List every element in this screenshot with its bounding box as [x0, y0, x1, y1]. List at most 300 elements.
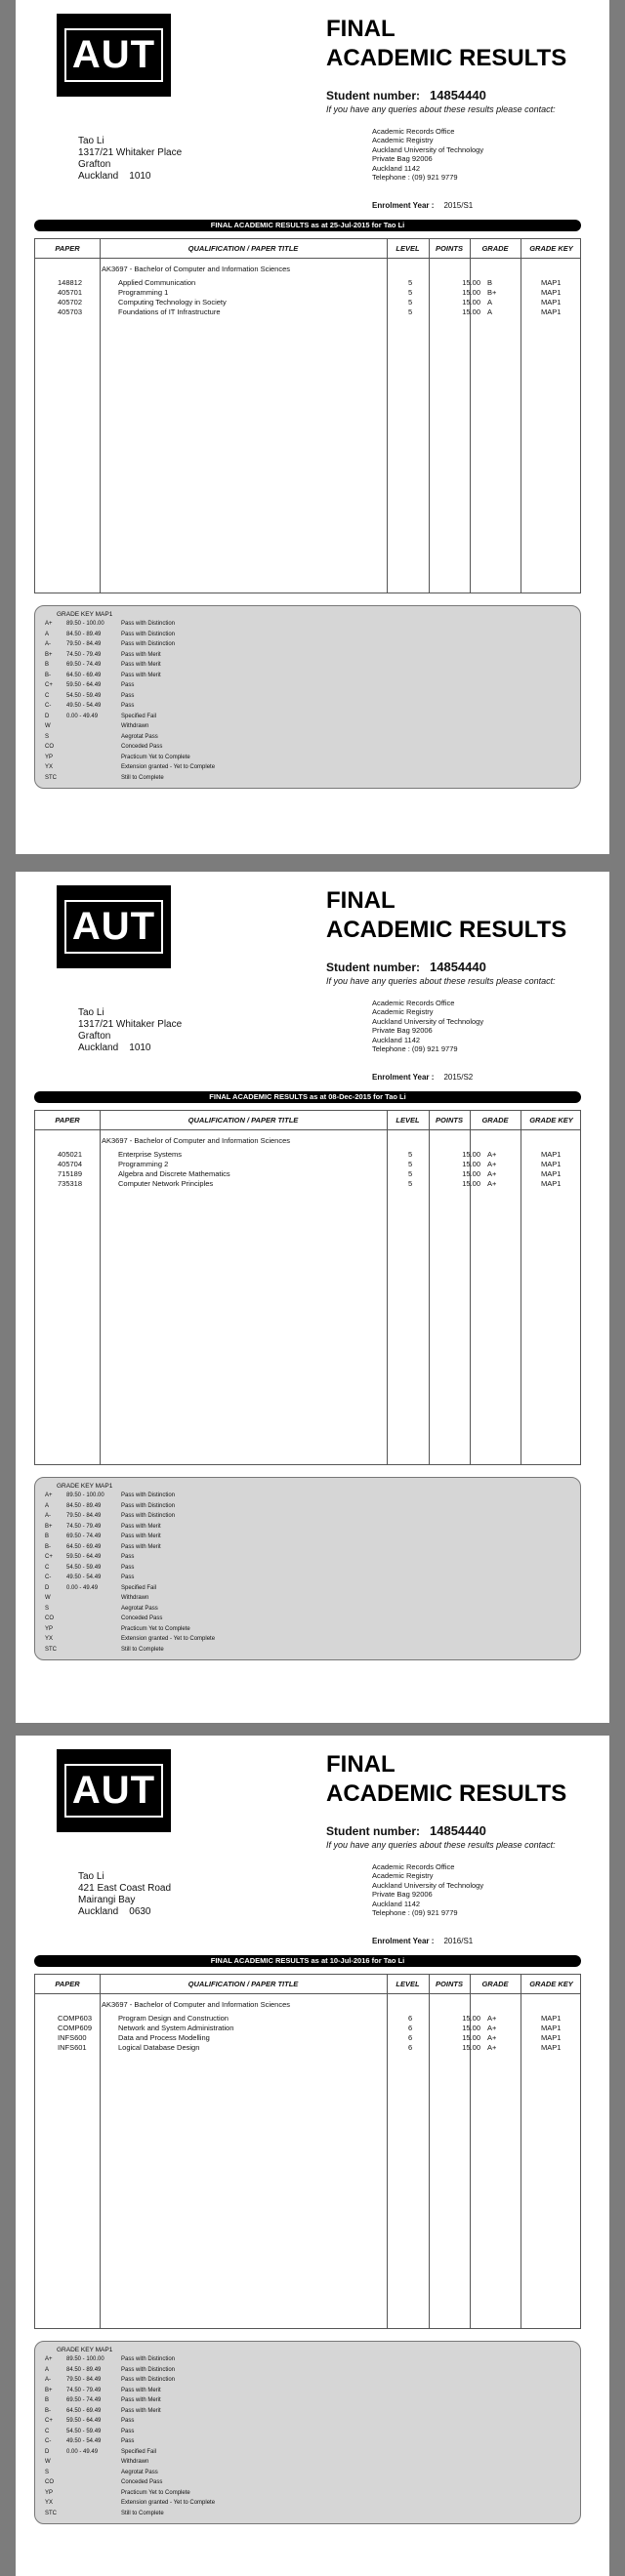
grade-key-description: Pass with Distinction — [121, 1502, 176, 1509]
office-line: Academic Records Office — [372, 999, 455, 1007]
paper-level: 6 — [408, 2014, 413, 2023]
paper-code: COMP603 — [58, 2014, 93, 2023]
paper-level: 5 — [408, 298, 413, 307]
grade-key-range: 49.50 - 54.49 — [66, 1574, 102, 1580]
office-line: Academic Registry — [372, 1871, 434, 1881]
table-row — [35, 1160, 582, 1169]
table-row — [35, 2014, 582, 2024]
paper-code: 735318 — [58, 1179, 83, 1188]
paper-grade: A — [487, 307, 493, 316]
paper-points: 15.00 — [462, 2043, 480, 2052]
office-line: Private Bag 92006 — [372, 154, 433, 164]
paper-title: Programming 1 — [118, 288, 169, 297]
grade-key-grade: A- — [45, 641, 51, 647]
grade-key-grade: A- — [45, 2377, 51, 2383]
enrolment-year: Enrolment Year : 2016/S1 — [372, 1937, 474, 1945]
paper-level: 5 — [408, 1150, 413, 1159]
grade-key-title: GRADE KEY MAP1 — [57, 2347, 113, 2353]
programme-name: AK3697 - Bachelor of Computer and Information Sciences — [102, 265, 291, 273]
results-banner: FINAL ACADEMIC RESULTS as at 25-Jul-2015 for Tao Li — [34, 220, 581, 231]
paper-points: 15.00 — [462, 288, 480, 297]
col-header-qualification: QUALIFICATION / PAPER TITLE — [188, 243, 299, 253]
col-header-grade: GRADE — [481, 243, 509, 253]
paper-grade-key: MAP1 — [541, 2033, 562, 2042]
grade-key-description: Practicum Yet to Complete — [121, 754, 190, 760]
col-header-points: POINTS — [436, 1115, 463, 1124]
grade-key-grade: C+ — [45, 1554, 53, 1560]
table-row — [35, 2043, 582, 2053]
col-header-level: LEVEL — [396, 243, 420, 253]
grade-key-range: 84.50 - 89.49 — [66, 1502, 102, 1509]
grade-key-range: 49.50 - 54.49 — [66, 703, 102, 709]
office-line: Telephone : (09) 921 9779 — [372, 1044, 458, 1054]
paper-level: 6 — [408, 2033, 413, 2042]
records-office-address — [372, 1862, 483, 1917]
grade-key-grade: YX — [45, 2500, 54, 2506]
address-line: 1317/21 Whitaker Place — [78, 1019, 183, 1030]
address-line: Grafton — [78, 1031, 111, 1042]
col-header-grade: GRADE — [481, 1979, 509, 1988]
grade-key-description: Withdrawn — [121, 2459, 149, 2465]
paper-level: 5 — [408, 288, 413, 297]
grade-key-description: Specified Fail — [121, 1584, 157, 1591]
grade-key-grade: C — [45, 1564, 50, 1571]
grade-key-grade: B- — [45, 1543, 51, 1550]
address-line: 421 East Coast Road — [78, 1883, 172, 1894]
table-row — [35, 288, 582, 298]
header-divider — [35, 258, 580, 259]
paper-grade-key: MAP1 — [541, 288, 562, 297]
paper-title: Program Design and Construction — [118, 2014, 229, 2023]
office-line: Auckland University of Technology — [372, 144, 484, 154]
paper-code: COMP609 — [58, 2024, 93, 2032]
grade-key-description: Pass — [121, 2428, 135, 2434]
results-page — [16, 1736, 609, 2576]
grade-key-grade: B- — [45, 2407, 51, 2414]
aut-logo — [57, 1749, 171, 1832]
paper-points: 15.00 — [462, 1150, 480, 1159]
grade-key-grade: B — [45, 1533, 50, 1539]
grade-key-description: Extension granted - Yet to Complete — [121, 1636, 216, 1642]
paper-code: 405021 — [58, 1150, 83, 1159]
address-line: Auckland 1010 — [78, 171, 151, 182]
grade-key-range: 69.50 - 74.49 — [66, 1533, 102, 1539]
grade-key-range: 79.50 - 84.49 — [66, 1513, 102, 1519]
query-text: If you have any queries about these results please contact: — [326, 1840, 556, 1850]
paper-title: Logical Database Design — [118, 2043, 200, 2052]
grade-key-grade: B+ — [45, 2387, 53, 2393]
paper-points: 15.00 — [462, 1169, 480, 1178]
paper-grade: A+ — [487, 1160, 497, 1168]
grade-key-grade: C- — [45, 1574, 52, 1580]
grade-key-description: Still to Complete — [121, 774, 164, 781]
table-row — [35, 1169, 582, 1179]
paper-grade: A+ — [487, 1150, 497, 1159]
paper-points: 15.00 — [462, 278, 480, 287]
paper-code: 405701 — [58, 288, 83, 297]
paper-points: 15.00 — [462, 2014, 480, 2023]
grade-key-description: Pass with Merit — [121, 2407, 161, 2414]
paper-grade: A+ — [487, 2033, 497, 2042]
grade-key-grade: STC — [45, 1646, 57, 1653]
enrolment-year: Enrolment Year : 2015/S1 — [372, 201, 474, 210]
table-row — [35, 1150, 582, 1160]
programme-name: AK3697 - Bachelor of Computer and Information Sciences — [102, 1136, 291, 1145]
paper-level: 6 — [408, 2043, 413, 2052]
address-line: Tao Li — [78, 1007, 104, 1018]
grade-key-description: Pass with Merit — [121, 1543, 161, 1550]
grade-key-range: 89.50 - 100.00 — [66, 621, 104, 627]
grade-key-grade: YP — [45, 754, 54, 760]
paper-grade-key: MAP1 — [541, 1150, 562, 1159]
grade-key-grade: C+ — [45, 2418, 53, 2424]
enrolment-year: Enrolment Year : 2015/S2 — [372, 1073, 474, 1082]
student-number: Student number: 14854440 — [326, 1823, 486, 1838]
office-line: Auckland 1142 — [372, 163, 421, 173]
grade-key-description: Pass with Distinction — [121, 621, 176, 627]
grade-key-range: 54.50 - 59.49 — [66, 1564, 102, 1571]
grade-key-grade: B+ — [45, 651, 53, 658]
grade-key-grade: C- — [45, 703, 52, 709]
grade-key-grade: A — [45, 1502, 50, 1509]
records-office-address — [372, 127, 483, 182]
col-header-level: LEVEL — [396, 1979, 420, 1988]
grade-key-grade: CO — [45, 2479, 54, 2485]
paper-points: 15.00 — [462, 2033, 480, 2042]
student-address — [78, 1007, 182, 1054]
grade-key-description: Pass with Merit — [121, 1523, 161, 1530]
col-header-paper: PAPER — [55, 1115, 80, 1124]
results-table — [34, 1110, 581, 1465]
col-header-points: POINTS — [436, 1979, 463, 1988]
logo-text: AUT — [64, 1764, 163, 1818]
grade-key-range: 0.00 - 49.49 — [66, 2448, 99, 2455]
grade-key-range: 59.50 - 64.49 — [66, 682, 102, 688]
paper-grade-key: MAP1 — [541, 1169, 562, 1178]
logo-text: AUT — [64, 900, 163, 954]
grade-key-description: Pass with Distinction — [121, 2366, 176, 2373]
grade-key-grade: B- — [45, 672, 51, 678]
records-office-address — [372, 999, 483, 1053]
paper-grade: B — [487, 278, 493, 287]
grade-key-grade: YX — [45, 764, 54, 770]
col-header-grade: GRADE — [481, 1115, 509, 1124]
grade-key-description: Withdrawn — [121, 723, 149, 729]
grade-key-range: 84.50 - 89.49 — [66, 631, 102, 637]
office-line: Academic Registry — [372, 1007, 434, 1017]
col-header-level: LEVEL — [396, 1115, 420, 1124]
office-line: Auckland University of Technology — [372, 1880, 484, 1890]
paper-points: 15.00 — [462, 2024, 480, 2032]
paper-level: 5 — [408, 1160, 413, 1168]
grade-key-description: Specified Fail — [121, 2448, 157, 2455]
student-address — [78, 1871, 171, 1918]
grade-key-range: 69.50 - 74.49 — [66, 2397, 102, 2403]
grade-key-description: Pass with Merit — [121, 662, 161, 668]
col-header-qualification: QUALIFICATION / PAPER TITLE — [188, 1979, 299, 1988]
col-header-qualification: QUALIFICATION / PAPER TITLE — [188, 1115, 299, 1124]
paper-points: 15.00 — [462, 1160, 480, 1168]
grade-key-description: Specified Fail — [121, 713, 157, 719]
paper-code: 405702 — [58, 298, 83, 307]
grade-key-grade: B — [45, 2397, 50, 2403]
grade-key-grade: STC — [45, 2510, 57, 2516]
results-page — [16, 872, 609, 1723]
grade-key-description: Pass with Merit — [121, 1533, 161, 1539]
grade-key-range: 74.50 - 79.49 — [66, 651, 102, 658]
grade-key-description: Conceded Pass — [121, 1615, 163, 1621]
paper-grade: A+ — [487, 2024, 497, 2032]
paper-title: Foundations of IT Infrastructure — [118, 307, 221, 316]
col-header-points: POINTS — [436, 243, 463, 253]
student-number: Student number: 14854440 — [326, 960, 486, 974]
grade-key-range: 64.50 - 69.49 — [66, 1543, 102, 1550]
grade-key-description: Pass — [121, 692, 135, 699]
results-banner: FINAL ACADEMIC RESULTS as at 10-Jul-2016 for Tao Li — [34, 1955, 581, 1967]
paper-grade: A — [487, 298, 493, 307]
grade-key-range: 49.50 - 54.49 — [66, 2438, 102, 2444]
grade-key-range: 74.50 - 79.49 — [66, 2387, 102, 2393]
office-line: Telephone : (09) 921 9779 — [372, 1908, 458, 1918]
paper-grade-key: MAP1 — [541, 2014, 562, 2023]
paper-points: 15.00 — [462, 307, 480, 316]
grade-key-grade: YP — [45, 2489, 54, 2496]
paper-title: Computing Technology in Society — [118, 298, 227, 307]
grade-key-range: 54.50 - 59.49 — [66, 2428, 102, 2434]
grade-key-description: Aegrotat Pass — [121, 733, 158, 740]
office-line: Academic Records Office — [372, 1862, 455, 1871]
grade-key-grade: W — [45, 723, 51, 729]
grade-key-range: 69.50 - 74.49 — [66, 662, 102, 668]
grade-key-grade: A — [45, 2366, 50, 2373]
grade-key-description: Pass — [121, 2438, 135, 2444]
aut-logo — [57, 885, 171, 968]
paper-level: 5 — [408, 1169, 413, 1178]
results-table — [34, 1974, 581, 2329]
paper-grade-key: MAP1 — [541, 1179, 562, 1188]
grade-key-range: 0.00 - 49.49 — [66, 713, 99, 719]
paper-code: 405703 — [58, 307, 83, 316]
table-row — [35, 1179, 582, 1189]
table-row — [35, 298, 582, 307]
grade-key-range: 74.50 - 79.49 — [66, 1523, 102, 1530]
grade-key-title: GRADE KEY MAP1 — [57, 1483, 113, 1490]
grade-key-grade: YX — [45, 1636, 54, 1642]
col-header-grade-key: GRADE KEY — [529, 243, 573, 253]
table-row — [35, 307, 582, 317]
header-divider — [35, 1993, 580, 1994]
paper-grade-key: MAP1 — [541, 1160, 562, 1168]
grade-key-description: Pass — [121, 1564, 135, 1571]
office-line: Telephone : (09) 921 9779 — [372, 173, 458, 183]
grade-key-title: GRADE KEY MAP1 — [57, 611, 113, 618]
grade-key-range: 89.50 - 100.00 — [66, 1492, 104, 1498]
grade-key-grade: C — [45, 692, 50, 699]
grade-key-description: Pass — [121, 1574, 135, 1580]
query-text: If you have any queries about these results please contact: — [326, 104, 556, 114]
paper-title: Computer Network Principles — [118, 1179, 214, 1188]
grade-key-grade: S — [45, 2469, 50, 2475]
student-address — [78, 136, 182, 183]
results-page — [16, 0, 609, 854]
grade-key-description: Conceded Pass — [121, 2479, 163, 2485]
programme-name: AK3697 - Bachelor of Computer and Information Sciences — [102, 2000, 291, 2009]
grade-key-range: 64.50 - 69.49 — [66, 2407, 102, 2414]
address-line: Auckland 0630 — [78, 1906, 151, 1917]
results-banner: FINAL ACADEMIC RESULTS as at 08-Dec-2015 for Tao Li — [34, 1091, 581, 1103]
paper-grade: B+ — [487, 288, 497, 297]
paper-title: Programming 2 — [118, 1160, 169, 1168]
grade-key-grade: A+ — [45, 1492, 53, 1498]
grade-key-box — [34, 1477, 581, 1660]
grade-key-grade: S — [45, 733, 50, 740]
grade-key-grade: C- — [45, 2438, 52, 2444]
grade-key-description: Aegrotat Pass — [121, 1605, 158, 1612]
grade-key-description: Still to Complete — [121, 1646, 164, 1653]
grade-key-grade: A — [45, 631, 50, 637]
grade-key-range: 79.50 - 84.49 — [66, 2377, 102, 2383]
grade-key-description: Pass with Merit — [121, 2397, 161, 2403]
paper-grade: A+ — [487, 2043, 497, 2052]
col-header-grade-key: GRADE KEY — [529, 1979, 573, 1988]
grade-key-grade: A- — [45, 1513, 51, 1519]
grade-key-description: Pass with Distinction — [121, 2377, 176, 2383]
office-line: Academic Records Office — [372, 127, 455, 136]
office-line: Auckland 1142 — [372, 1899, 421, 1908]
paper-code: INFS600 — [58, 2033, 87, 2042]
grade-key-grade: A+ — [45, 621, 53, 627]
grade-key-range: 79.50 - 84.49 — [66, 641, 102, 647]
paper-level: 5 — [408, 278, 413, 287]
grade-key-grade: CO — [45, 1615, 54, 1621]
paper-code: INFS601 — [58, 2043, 87, 2052]
paper-level: 6 — [408, 2024, 413, 2032]
grade-key-description: Pass with Distinction — [121, 631, 176, 637]
aut-logo — [57, 14, 171, 97]
grade-key-description: Pass with Merit — [121, 651, 161, 658]
table-row — [35, 2033, 582, 2043]
grade-key-description: Pass with Merit — [121, 672, 161, 678]
grade-key-range: 89.50 - 100.00 — [66, 2356, 104, 2362]
paper-grade: A+ — [487, 1169, 497, 1178]
grade-key-description: Aegrotat Pass — [121, 2469, 158, 2475]
grade-key-description: Practicum Yet to Complete — [121, 2489, 190, 2496]
grade-key-grade: C+ — [45, 682, 53, 688]
grade-key-range: 64.50 - 69.49 — [66, 672, 102, 678]
paper-grade-key: MAP1 — [541, 2024, 562, 2032]
grade-key-description: Pass with Distinction — [121, 1513, 176, 1519]
grade-key-grade: B — [45, 662, 50, 668]
grade-key-box — [34, 605, 581, 789]
paper-grade: A+ — [487, 1179, 497, 1188]
office-line: Academic Registry — [372, 136, 434, 145]
address-line: Tao Li — [78, 1871, 104, 1882]
logo-text: AUT — [64, 28, 163, 82]
office-line: Private Bag 92006 — [372, 1890, 433, 1900]
grade-key-grade: YP — [45, 1625, 54, 1632]
paper-grade-key: MAP1 — [541, 278, 562, 287]
page-title: FINAL ACADEMIC RESULTS — [326, 1751, 567, 1807]
grade-key-grade: W — [45, 2459, 51, 2465]
table-row — [35, 2024, 582, 2033]
paper-code: 148812 — [58, 278, 83, 287]
paper-grade-key: MAP1 — [541, 2043, 562, 2052]
grade-key-description: Pass — [121, 1554, 135, 1560]
grade-key-description: Pass with Distinction — [121, 641, 176, 647]
student-number: Student number: 14854440 — [326, 88, 486, 102]
results-table — [34, 238, 581, 593]
grade-key-grade: S — [45, 1605, 50, 1612]
office-line: Auckland University of Technology — [372, 1016, 484, 1026]
grade-key-description: Conceded Pass — [121, 744, 163, 750]
grade-key-description: Still to Complete — [121, 2510, 164, 2516]
grade-key-description: Pass — [121, 682, 135, 688]
grade-key-range: 0.00 - 49.49 — [66, 1584, 99, 1591]
grade-key-grade: W — [45, 1595, 51, 1601]
paper-level: 5 — [408, 307, 413, 316]
grade-key-description: Extension granted - Yet to Complete — [121, 764, 216, 770]
grade-key-description: Withdrawn — [121, 1595, 149, 1601]
grade-key-range: 59.50 - 64.49 — [66, 2418, 102, 2424]
paper-grade-key: MAP1 — [541, 307, 562, 316]
grade-key-range: 54.50 - 59.49 — [66, 692, 102, 699]
grade-key-grade: C — [45, 2428, 50, 2434]
paper-title: Data and Process Modelling — [118, 2033, 210, 2042]
grade-key-grade: A+ — [45, 2356, 53, 2362]
paper-title: Enterprise Systems — [118, 1150, 183, 1159]
paper-title: Algebra and Discrete Mathematics — [118, 1169, 230, 1178]
grade-key-description: Pass — [121, 2418, 135, 2424]
grade-key-description: Pass with Distinction — [121, 2356, 176, 2362]
col-header-grade-key: GRADE KEY — [529, 1115, 573, 1124]
grade-key-grade: D — [45, 2448, 50, 2455]
address-line: Mairangi Bay — [78, 1895, 136, 1905]
grade-key-grade: STC — [45, 774, 57, 781]
grade-key-range: 84.50 - 89.49 — [66, 2366, 102, 2373]
grade-key-description: Extension granted - Yet to Complete — [121, 2500, 216, 2506]
paper-title: Network and System Administration — [118, 2024, 234, 2032]
grade-key-grade: D — [45, 713, 50, 719]
paper-code: 715189 — [58, 1169, 83, 1178]
page-title: FINAL ACADEMIC RESULTS — [326, 887, 567, 943]
grade-key-box — [34, 2341, 581, 2524]
grade-key-grade: B+ — [45, 1523, 53, 1530]
grade-key-range: 59.50 - 64.49 — [66, 1554, 102, 1560]
grade-key-grade: D — [45, 1584, 50, 1591]
paper-grade: A+ — [487, 2014, 497, 2023]
grade-key-description: Pass with Merit — [121, 2387, 161, 2393]
col-header-paper: PAPER — [55, 1979, 80, 1988]
grade-key-description: Pass with Distinction — [121, 1492, 176, 1498]
paper-points: 15.00 — [462, 1179, 480, 1188]
grade-key-description: Practicum Yet to Complete — [121, 1625, 190, 1632]
address-line: Auckland 1010 — [78, 1043, 151, 1053]
paper-level: 5 — [408, 1179, 413, 1188]
col-header-paper: PAPER — [55, 243, 80, 253]
paper-points: 15.00 — [462, 298, 480, 307]
table-row — [35, 278, 582, 288]
office-line: Auckland 1142 — [372, 1035, 421, 1044]
page-title: FINAL ACADEMIC RESULTS — [326, 16, 567, 71]
address-line: 1317/21 Whitaker Place — [78, 147, 183, 158]
office-line: Private Bag 92006 — [372, 1026, 433, 1036]
grade-key-grade: CO — [45, 744, 54, 750]
query-text: If you have any queries about these results please contact: — [326, 976, 556, 986]
paper-code: 405704 — [58, 1160, 83, 1168]
paper-title: Applied Communication — [118, 278, 196, 287]
header-divider — [35, 1129, 580, 1130]
grade-key-description: Pass — [121, 703, 135, 709]
